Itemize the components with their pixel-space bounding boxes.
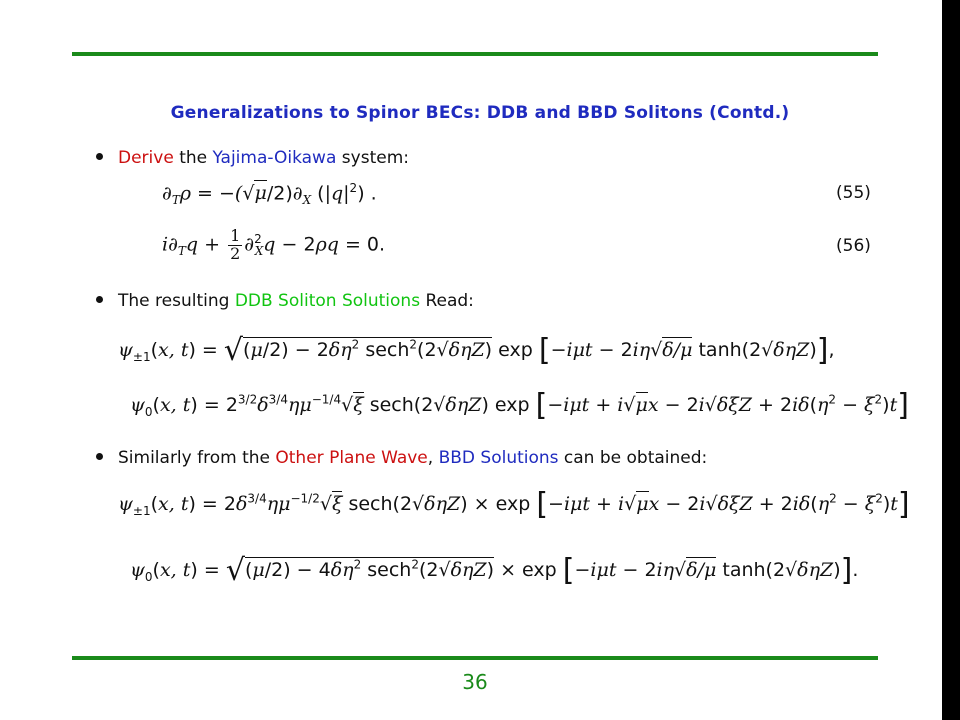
obtained-text: can be obtained:	[563, 448, 708, 468]
equation-56-number: (56)	[836, 236, 871, 256]
slide-title: Generalizations to Spinor BECs: DDB and BBD Solitons (Contd.)	[170, 103, 790, 123]
equation-56: $i\partial_Tq$ + $\frac{1}{2}$ ∂$^2_X$q − 2ρq = 0.	[162, 226, 386, 263]
yajima-oikawa-label: Yajima-Oikawa	[212, 148, 337, 168]
similarly-text: Similarly from the	[118, 448, 270, 468]
equation-psi0-ddb: $\psi_0(x$, $t) = 2^{3/2}\delta^{3/4}\eta\mu^{-1/4}√\xi$ sech(2√δηZ) $\exp [-i\mu t + i√\mu x - 2i√\delta\xi Z + 2i\delta(\eta^2 - \xi^2)t]$	[130, 388, 909, 423]
equation-psi0-bbd: $\psi_0(x$, $t) = √(\mu/2) - 4\delta\eta^2$ sech$^2$(2√δηZ) × exp [−iμt − 2iη√δ/μ tanh(2√δηZ)].	[130, 553, 859, 588]
equation-psi-pm1-bbd: $\psi_{\pm 1}(x$, $t) = 2\delta^{3/4}\eta\mu^{-1/2}√\xi$ $\sec h(2√\delta\eta Z) \times \exp [-i\mu t + i√\mu x - 2i√\delta\xi Z + 2i\delta(\eta^2 - \xi^2)t]$	[118, 487, 910, 522]
bullet-bbd	[96, 448, 707, 468]
bottom-rule	[72, 656, 878, 660]
bullet-dot	[96, 453, 103, 460]
bullet-ddb	[96, 291, 474, 311]
derive-word: Derive	[118, 148, 174, 168]
system-word: system:	[341, 148, 409, 168]
bullet-derive	[96, 148, 409, 168]
top-rule	[72, 52, 878, 56]
comma: ,	[427, 448, 434, 468]
read-text: Read:	[425, 291, 474, 311]
page-number: 36	[462, 670, 488, 694]
equation-psi-pm1-ddb: $\psi_{\pm 1}(x$, $t) = √(\mu/2) - 2\delta\eta^2$ sech$^2$(2√δηZ) exp [−iμt − 2iη√δ/μ tanh(2√δηZ)],	[118, 333, 835, 368]
the-word: the	[179, 148, 208, 168]
equation-55: $\partial_T\rho = -(√\mu/2)\partial_X$ $(|q|^2)$ .	[162, 181, 377, 208]
other-plane-wave-label: Other Plane Wave	[275, 448, 428, 468]
bbd-solutions-label: BBD Solutions	[438, 448, 559, 468]
equation-55-number: (55)	[836, 183, 871, 203]
bullet-dot	[96, 153, 103, 160]
resulting-text: The resulting	[118, 291, 230, 311]
bullet-dot	[96, 296, 103, 303]
ddb-solutions-label: DDB Soliton Solutions	[234, 291, 421, 311]
